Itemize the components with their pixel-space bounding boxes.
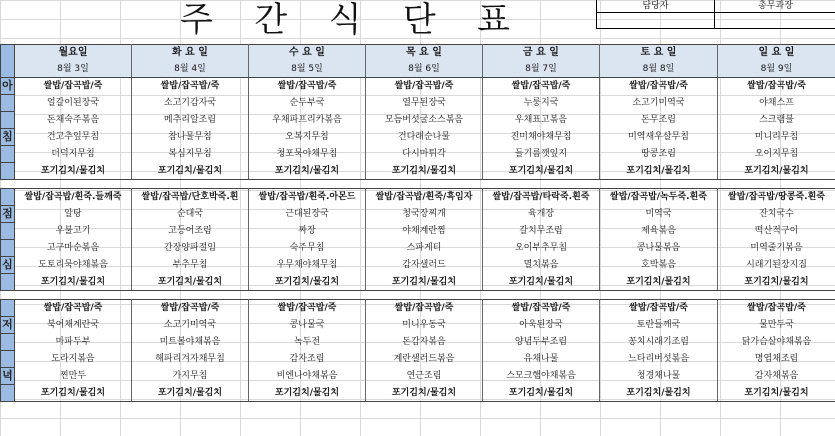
corner-cell	[1, 45, 15, 78]
meal-gap	[1, 180, 835, 189]
meal-label: 아	[1, 78, 15, 95]
menu-cell[interactable]: 쌀밥/잡곡밥/죽	[718, 300, 835, 317]
menu-row	[1, 129, 835, 146]
menu-cell[interactable]: 순두부국	[249, 95, 366, 112]
menu-cell[interactable]: 쌀밥/잡곡밥/죽	[132, 78, 249, 95]
menu-row	[1, 385, 835, 402]
menu-cell[interactable]: 포기김치/물김치	[249, 274, 366, 291]
menu-row	[1, 300, 835, 317]
menu-cell[interactable]: 포기김치/물김치	[132, 274, 249, 291]
meal-gap	[1, 291, 835, 300]
meal-label: 침	[1, 129, 15, 146]
menu-row	[1, 240, 835, 257]
meal-label	[1, 112, 15, 129]
menu-cell[interactable]: 잔치국수	[718, 206, 835, 223]
menu-cell[interactable]: 고등어조림	[132, 223, 249, 240]
menu-cell[interactable]: 계란샐러드볶음	[366, 351, 483, 368]
day-name: 수 요 일	[249, 45, 366, 62]
menu-cell[interactable]: 복심지무침	[132, 146, 249, 163]
menu-cell[interactable]: 미역줄기볶음	[718, 240, 835, 257]
menu-cell[interactable]: 마파두부	[15, 334, 132, 351]
menu-cell[interactable]: 누룽지국	[483, 95, 600, 112]
menu-cell[interactable]: 포기김치/물김치	[718, 385, 835, 402]
menu-row	[1, 146, 835, 163]
menu-cell[interactable]: 쌀밥/잡곡밥/죽	[15, 78, 132, 95]
menu-cell[interactable]: 돈무조림	[600, 112, 718, 129]
menu-cell[interactable]: 고구마순볶음	[15, 240, 132, 257]
menu-cell[interactable]: 쌀밥/잡곡밥/죽	[132, 300, 249, 317]
menu-row	[1, 257, 835, 274]
menu-cell[interactable]: 청국장찌개	[366, 206, 483, 223]
menu-cell[interactable]: 콩나물국	[249, 317, 366, 334]
menu-cell[interactable]: 야채스프	[718, 95, 835, 112]
menu-cell[interactable]: 유채나물	[483, 351, 600, 368]
menu-table	[0, 44, 835, 402]
menu-cell[interactable]: 닭가슴살야채볶음	[718, 334, 835, 351]
menu-cell[interactable]: 우채표고볶음	[483, 112, 600, 129]
page-title	[180, 0, 510, 38]
menu-cell[interactable]: 갈치무조림	[483, 223, 600, 240]
menu-cell[interactable]: 돈채숙주볶음	[15, 112, 132, 129]
menu-cell[interactable]: 연근조림	[366, 368, 483, 385]
title-char: 식	[328, 0, 362, 40]
menu-cell[interactable]: 쌀밥/잡곡밥/죽	[366, 300, 483, 317]
menu-row	[1, 223, 835, 240]
menu-cell[interactable]: 찐만두	[15, 368, 132, 385]
meal-label	[1, 95, 15, 112]
day-date: 8월 7일	[483, 61, 600, 78]
menu-cell[interactable]: 쌀밥/잡곡밥/흰죽.아몬드	[249, 189, 366, 206]
menu-cell[interactable]: 미니우동국	[366, 317, 483, 334]
approval-right-label: 총무과장	[715, 0, 835, 13]
menu-cell[interactable]: 열무된장국	[366, 95, 483, 112]
menu-cell[interactable]: 쌀밥/잡곡밥/죽	[249, 78, 366, 95]
menu-row	[1, 189, 835, 206]
menu-cell[interactable]: 오이지무침	[718, 146, 835, 163]
meal-label	[1, 189, 15, 206]
meal-label	[1, 240, 15, 257]
menu-cell[interactable]: 감자조림	[249, 351, 366, 368]
menu-cell[interactable]: 제육볶음	[600, 223, 718, 240]
menu-cell[interactable]: 쌀밥/잡곡밥/죽	[15, 300, 132, 317]
menu-row	[1, 112, 835, 129]
day-name: 화 요 일	[132, 45, 249, 62]
day-date: 8월 3일	[15, 61, 132, 78]
menu-cell[interactable]: 떡산적구이	[718, 223, 835, 240]
menu-cell[interactable]: 명엽채조림	[718, 351, 835, 368]
menu-cell[interactable]: 포기김치/물김치	[15, 274, 132, 291]
menu-cell[interactable]: 느타리버섯볶음	[600, 351, 718, 368]
menu-cell[interactable]: 부추무침	[132, 257, 249, 274]
meal-label: 저	[1, 317, 15, 334]
menu-cell[interactable]: 쌀밥/잡곡밥/죽	[600, 78, 718, 95]
menu-cell[interactable]: 청경채나물	[600, 368, 718, 385]
menu-cell[interactable]: 포기김치/물김치	[132, 163, 249, 180]
meal-label	[1, 334, 15, 351]
menu-cell[interactable]: 육개장	[483, 206, 600, 223]
menu-row	[1, 163, 835, 180]
menu-cell[interactable]: 포기김치/물김치	[600, 163, 718, 180]
menu-cell[interactable]: 포기김치/물김치	[366, 385, 483, 402]
menu-cell[interactable]: 쌀밥/잡곡밥/죽	[483, 300, 600, 317]
menu-row	[1, 274, 835, 291]
day-name: 월요일	[15, 45, 132, 62]
menu-cell[interactable]: 포기김치/물김치	[15, 163, 132, 180]
menu-cell[interactable]: 미트볼야채볶음	[132, 334, 249, 351]
menu-cell[interactable]: 쌀밥/잡곡밥/타락죽.흰죽	[483, 189, 600, 206]
menu-cell[interactable]: 건고추잎무침	[15, 129, 132, 146]
menu-cell[interactable]: 가지무침	[132, 368, 249, 385]
menu-cell[interactable]: 돈감자볶음	[366, 334, 483, 351]
day-name: 토 요 일	[600, 45, 718, 62]
menu-row	[1, 78, 835, 95]
menu-cell[interactable]: 참나물무침	[132, 129, 249, 146]
menu-cell[interactable]: 시래기된장지짐	[718, 257, 835, 274]
menu-row	[1, 334, 835, 351]
day-date: 8월 5일	[249, 61, 366, 78]
menu-cell[interactable]: 짜장	[249, 223, 366, 240]
meal-label	[1, 385, 15, 402]
menu-cell[interactable]: 숙주무침	[249, 240, 366, 257]
menu-cell[interactable]: 포기김치/물김치	[718, 163, 835, 180]
menu-cell[interactable]: 토란들깨국	[600, 317, 718, 334]
menu-cell[interactable]: 포기김치/물김치	[600, 274, 718, 291]
menu-cell[interactable]: 포기김치/물김치	[483, 385, 600, 402]
menu-cell[interactable]: 쌀밥/잡곡밥/흰죽.들깨죽	[15, 189, 132, 206]
menu-cell[interactable]: 얼갈이된장국	[15, 95, 132, 112]
menu-row	[1, 206, 835, 223]
menu-cell[interactable]: 진미채야채무침	[483, 129, 600, 146]
menu-cell[interactable]: 건다래순나물	[366, 129, 483, 146]
title-char: 표	[477, 0, 510, 40]
menu-cell[interactable]: 순대국	[132, 206, 249, 223]
day-header-row	[1, 45, 835, 62]
menu-cell[interactable]: 포기김치/물김치	[483, 274, 600, 291]
menu-row	[1, 351, 835, 368]
meal-label	[1, 146, 15, 163]
menu-cell[interactable]: 포기김치/물김치	[366, 163, 483, 180]
menu-cell[interactable]: 더덕지무침	[15, 146, 132, 163]
meal-label	[1, 300, 15, 317]
menu-cell[interactable]: 아욱된장국	[483, 317, 600, 334]
menu-cell[interactable]: 우불고기	[15, 223, 132, 240]
meal-label	[1, 351, 15, 368]
menu-cell[interactable]: 스크램블	[718, 112, 835, 129]
menu-cell[interactable]: 멸치볶음	[483, 257, 600, 274]
date-header-row	[1, 61, 835, 78]
meal-label	[1, 223, 15, 240]
approval-box	[596, 0, 835, 29]
menu-cell[interactable]: 청포묵야채무침	[249, 146, 366, 163]
menu-cell[interactable]: 포기김치/물김치	[366, 274, 483, 291]
menu-cell[interactable]: 쌀밥/잡곡밥/죽	[718, 78, 835, 95]
menu-cell[interactable]: 호박볶음	[600, 257, 718, 274]
menu-cell[interactable]: 포기김치/물김치	[600, 385, 718, 402]
menu-cell[interactable]: 들기름깻잎지	[483, 146, 600, 163]
day-date: 8월 8일	[600, 61, 718, 78]
day-name: 일 요 일	[718, 45, 835, 62]
menu-cell[interactable]: 우채파프리카볶음	[249, 112, 366, 129]
menu-cell[interactable]: 도토리묵야채볶음	[15, 257, 132, 274]
menu-cell[interactable]: 간장양파절임	[132, 240, 249, 257]
day-date: 8월 6일	[366, 61, 483, 78]
meal-label	[1, 274, 15, 291]
menu-cell[interactable]: 쌀밥/잡곡밥/단호박죽.흰	[132, 189, 249, 206]
menu-cell[interactable]: 소고기미역국	[132, 317, 249, 334]
menu-cell[interactable]: 우무채야채무침	[249, 257, 366, 274]
menu-row	[1, 317, 835, 334]
menu-cell[interactable]: 메추리알조림	[132, 112, 249, 129]
menu-cell[interactable]: 콩나물볶음	[600, 240, 718, 257]
menu-cell[interactable]: 감자채볶음	[718, 368, 835, 385]
menu-cell[interactable]: 비엔나야채볶음	[249, 368, 366, 385]
title-char: 단	[402, 0, 436, 40]
menu-cell[interactable]: 다시마튀각	[366, 146, 483, 163]
menu-cell[interactable]: 포기김치/물김치	[249, 163, 366, 180]
day-name: 목 요 일	[366, 45, 483, 62]
title-char: 주	[180, 0, 213, 40]
menu-cell[interactable]: 스모크햄야채볶음	[483, 368, 600, 385]
menu-cell[interactable]: 쌀밥/잡곡밥/죽	[249, 300, 366, 317]
menu-cell[interactable]: 미니리무침	[718, 129, 835, 146]
menu-cell[interactable]: 오복지무침	[249, 129, 366, 146]
menu-cell[interactable]: 물만두국	[718, 317, 835, 334]
menu-cell[interactable]: 포기김치/물김치	[483, 163, 600, 180]
menu-cell[interactable]: 양념두부조림	[483, 334, 600, 351]
menu-cell[interactable]: 땅콩조림	[600, 146, 718, 163]
menu-cell[interactable]: 알탕	[15, 206, 132, 223]
menu-cell[interactable]: 녹두전	[249, 334, 366, 351]
menu-cell[interactable]: 스파게티	[366, 240, 483, 257]
meal-label: 심	[1, 257, 15, 274]
menu-cell[interactable]: 도라지볶음	[15, 351, 132, 368]
menu-cell[interactable]: 해파리겨자채무침	[132, 351, 249, 368]
menu-cell[interactable]: 쌀밥/잡곡밥/죽	[366, 78, 483, 95]
approval-left-label: 담당자	[597, 0, 715, 13]
menu-cell[interactable]: 포기김치/물김치	[249, 385, 366, 402]
day-date: 8월 4일	[132, 61, 249, 78]
menu-cell[interactable]: 오이부추무침	[483, 240, 600, 257]
menu-cell[interactable]: 야채계란찜	[366, 223, 483, 240]
menu-cell[interactable]: 북어채계란국	[15, 317, 132, 334]
menu-cell[interactable]: 미역새우살무침	[600, 129, 718, 146]
menu-cell[interactable]: 꽁치시래기조림	[600, 334, 718, 351]
menu-cell[interactable]: 소고기미역국	[600, 95, 718, 112]
menu-cell[interactable]: 포기김치/물김치	[718, 274, 835, 291]
menu-cell[interactable]: 근대된장국	[249, 206, 366, 223]
menu-cell[interactable]: 소고기감자국	[132, 95, 249, 112]
day-date: 8월 9일	[718, 61, 835, 78]
menu-cell[interactable]: 포기김치/물김치	[15, 385, 132, 402]
title-char: 간	[254, 0, 288, 40]
menu-cell[interactable]: 모듬버섯굴소스볶음	[366, 112, 483, 129]
menu-row	[1, 95, 835, 112]
meal-label	[1, 163, 15, 180]
menu-cell[interactable]: 포기김치/물김치	[132, 385, 249, 402]
menu-row	[1, 368, 835, 385]
meal-label: 점	[1, 206, 15, 223]
menu-cell[interactable]: 쌀밥/잡곡밥/녹두죽.흰죽	[600, 189, 718, 206]
menu-cell[interactable]: 감자샐러드	[366, 257, 483, 274]
menu-cell[interactable]: 쌀밥/잡곡밥/흰죽/흑임자	[366, 189, 483, 206]
meal-label: 녁	[1, 368, 15, 385]
menu-cell[interactable]: 쌀밥/잡곡밥/땅콩죽.흰죽	[718, 189, 835, 206]
day-name: 금 요 일	[483, 45, 600, 62]
menu-cell[interactable]: 쌀밥/잡곡밥/죽	[600, 300, 718, 317]
menu-cell[interactable]: 미역국	[600, 206, 718, 223]
menu-cell[interactable]: 쌀밥/잡곡밥/죽	[483, 78, 600, 95]
